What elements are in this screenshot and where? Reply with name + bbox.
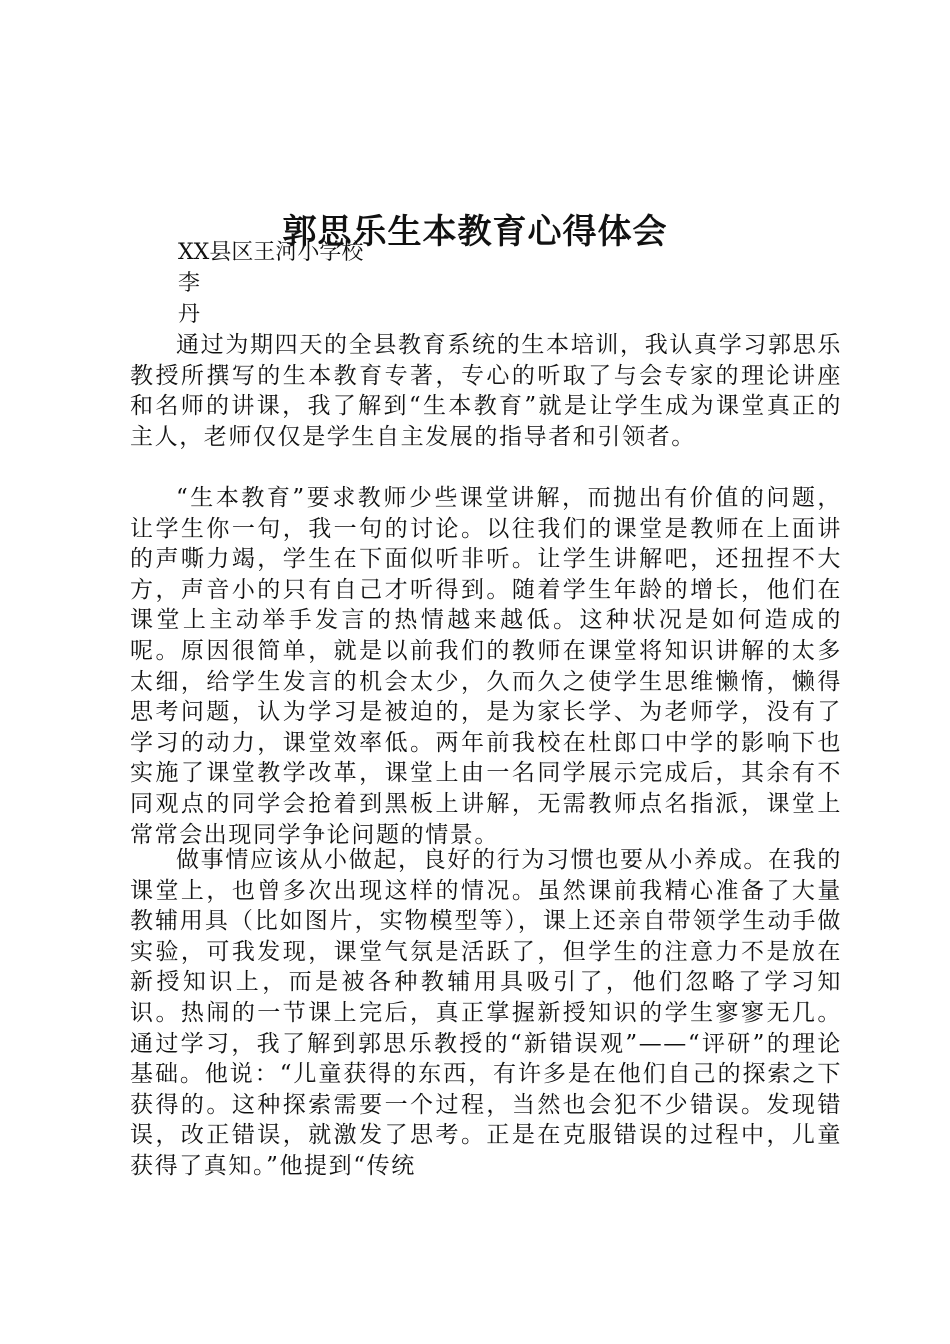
author-school: XX县区王河小学校 (178, 240, 364, 265)
document-title: 郭思乐生本教育心得体会 (282, 211, 668, 252)
author-name-line-2: 丹 (178, 302, 201, 327)
body-paragraph-2: “生本教育”要求教师少些课堂讲解，而抛出有价值的问题，让学生你一句，我一句的讨论。以往我们的课堂是教师在上面讲的声嘶力竭，学生在下面似听非听。让学生讲解吧，还扭捏不大方，声音小的只有自己才听得到。随着学生年龄的增长，他们在课堂上主动举手发言的热情越来越低。这种状况是如何造成的呢。原因很简单，就是以前我们的教师在课堂将知识讲解的太多太细，给学生发言的机会太少，久而久之使学生思维懒惰，懒得思考问题，认为学习是被迫的，是为家长学、为老师学，没有了学习的动力，课堂效率低。两年前我校在杜郎口中学的影响下也实施了课堂教学改革，课堂上由一名同学展示完成后，其余有不同观点的同学会抢着到黑板上讲解，无需教师点名指派，课堂上常常会出现同学争论问题的情景。 (130, 485, 842, 848)
author-name-line-1: 李 (178, 271, 201, 296)
body-paragraph-1: 通过为期四天的全县教育系统的生本培训，我认真学习郭思乐教授所撰写的生本教育专著，专心的听取了与会专家的理论讲座和名师的讲课，我了解到“生本教育”就是让学生成为课堂真正的主人，老师仅仅是学生自主发展的指导者和引领者。 (130, 332, 842, 450)
body-paragraph-3: 做事情应该从小做起，良好的行为习惯也要从小养成。在我的课堂上，也曾多次出现这样的情况。虽然课前我精心准备了大量教辅用具（比如图片，实物模型等），课上还亲自带领学生动手做实验，可我发现，课堂气氛是活跃了，但学生的注意力不是放在新授知识上，而是被各种教辅用具吸引了，他们忽略了学习知识。热闹的一节课上完后，真正掌握新授知识的学生寥寥无几。通过学习，我了解到郭思乐教授的“新错误观”——“评研”的理论基础。他说：“儿童获得的东西，有许多是在他们自己的探索之下获得的。这种探索需要一个过程，当然也会犯不少错误。发现错误，改正错误，就激发了思考。正是在克服错误的过程中，儿童获得了真知。”他提到“传统 (130, 847, 842, 1179)
